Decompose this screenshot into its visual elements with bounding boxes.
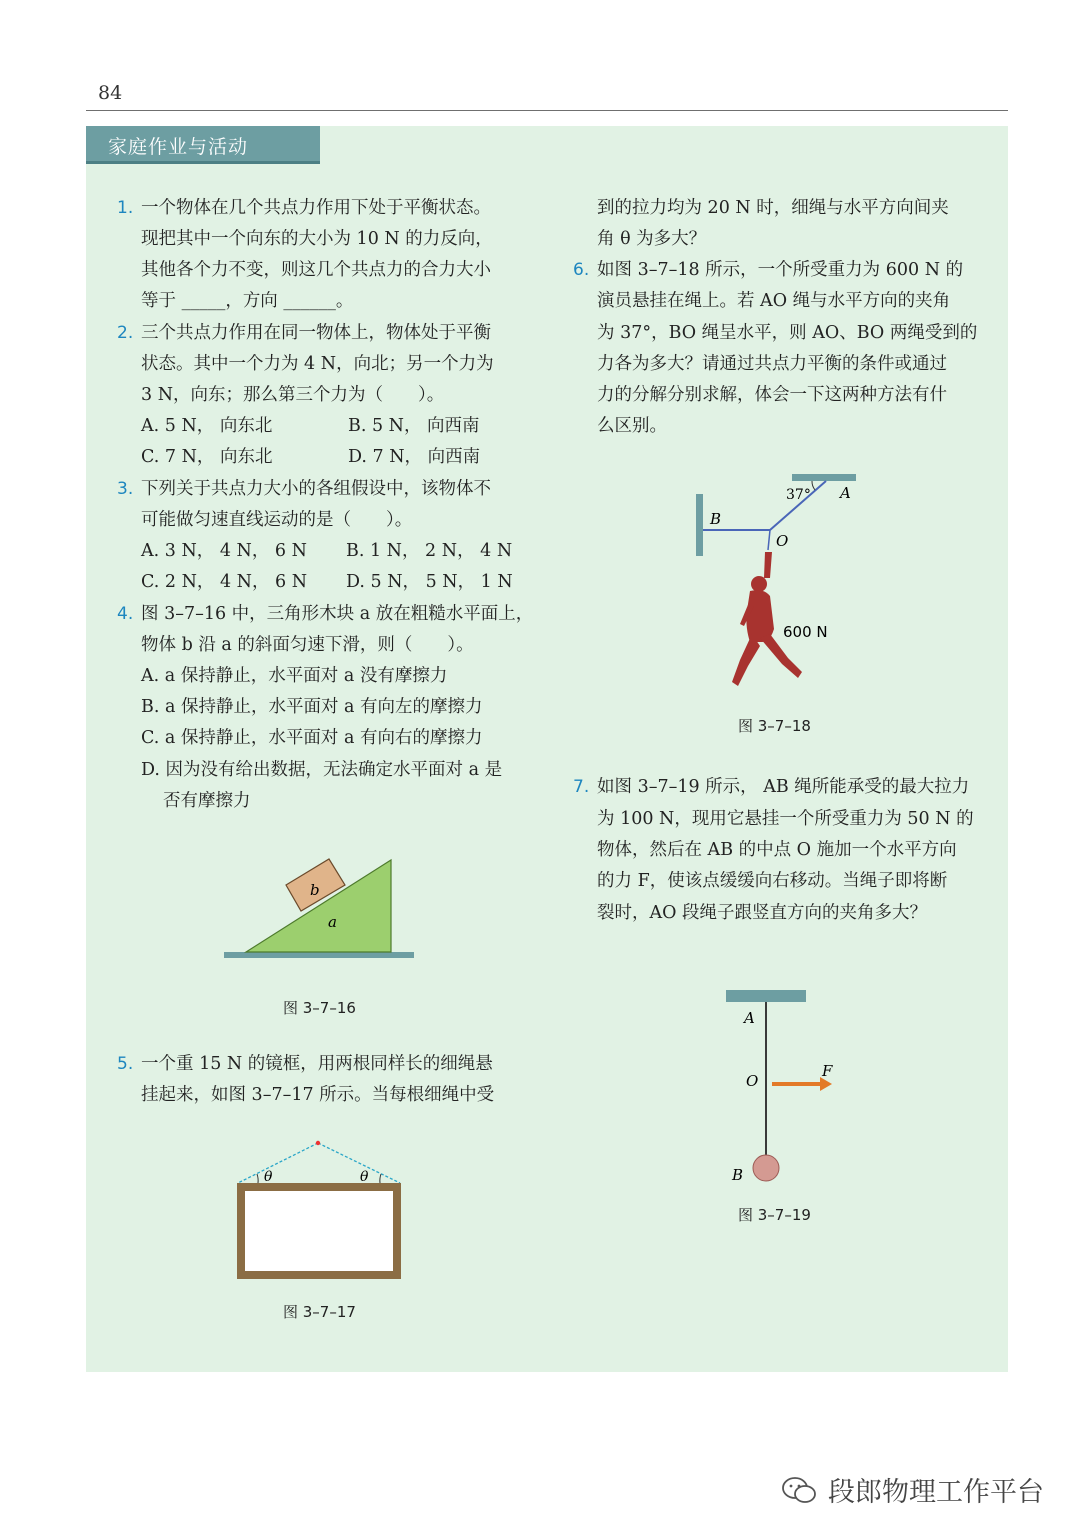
left-string xyxy=(238,1143,318,1183)
q3-option: B. 1 N， 2 N， 4 N xyxy=(346,541,513,561)
label-a: A xyxy=(840,484,851,502)
q4-line: 图 3–7–16 中，三角形木块 a 放在粗糙水平面上， xyxy=(141,604,534,624)
wall-support xyxy=(696,494,703,556)
q5-line: 到的拉力均为 20 N 时，细绳与水平方向间夹 xyxy=(597,198,949,218)
q4-option: C. a 保持静止，水平面对 a 有向右的摩擦力 xyxy=(141,728,483,748)
q5-line: 角 θ 为多大？ xyxy=(597,229,707,249)
q4-option: B. a 保持静止，水平面对 a 有向左的摩擦力 xyxy=(141,697,483,717)
q3-option: A. 3 N， 4 N， 6 N xyxy=(141,541,307,561)
hanging-rope xyxy=(768,530,770,550)
q6-line: 如图 3–7–18 所示，一个所受重力为 600 N 的 xyxy=(597,260,964,280)
performer-figure xyxy=(732,552,802,686)
label-o: O xyxy=(776,532,789,550)
q2-line: 状态。其中一个力为 4 N，向北；另一个力为 xyxy=(141,354,494,374)
q7-line: 如图 3–7–19 所示， AB 绳所能承受的最大拉力 xyxy=(597,777,970,797)
weight-label: 600 N xyxy=(783,623,828,641)
q2-option: D. 7 N， 向西南 xyxy=(348,447,481,467)
q1-line: 其他各个力不变，则这几个共点力的合力大小 xyxy=(141,260,491,280)
angle-arc-left xyxy=(257,1174,258,1183)
wechat-icon xyxy=(780,1475,820,1505)
figure-caption: 图 3–7–16 xyxy=(283,999,356,1017)
q7-line: 裂时，AO 段绳子跟竖直方向的夹角多大？ xyxy=(597,903,928,923)
q4-option: 否有摩擦力 xyxy=(163,791,251,811)
section-tab xyxy=(86,126,320,164)
q4-option: A. a 保持静止，水平面对 a 没有摩擦力 xyxy=(141,666,448,686)
hanging-ball xyxy=(753,1155,779,1181)
label-f: F xyxy=(822,1062,833,1080)
hanging-point xyxy=(316,1141,320,1145)
q7-number: 7. xyxy=(573,777,590,797)
q5-number: 5. xyxy=(117,1054,134,1074)
q5-line: 一个重 15 N 的镜框，用两根同样长的细绳悬 xyxy=(141,1054,493,1074)
theta-right: θ xyxy=(360,1169,369,1185)
q1-line: 一个物体在几个共点力作用下处于平衡状态。 xyxy=(141,198,491,218)
section-title: 家庭作业与活动 xyxy=(108,136,249,158)
q4-line: 物体 b 沿 a 的斜面匀速下滑，则（ ）。 xyxy=(141,635,474,655)
label-b: B xyxy=(710,510,722,528)
q4-option: D. 因为没有给出数据，无法确定水平面对 a 是 xyxy=(141,760,503,780)
q3-number: 3. xyxy=(117,479,134,499)
figure-3-7-18 xyxy=(694,474,864,698)
q1-number: 1. xyxy=(117,198,134,218)
figure-caption: 图 3–7–17 xyxy=(283,1303,356,1321)
figure-caption: 图 3–7–19 xyxy=(738,1206,811,1224)
angle-arc xyxy=(812,481,815,490)
q5-line: 挂起来，如图 3–7–17 所示。当每根细绳中受 xyxy=(141,1085,495,1105)
q3-option: C. 2 N， 4 N， 6 N xyxy=(141,572,308,592)
q7-line: 为 100 N，现用它悬挂一个所受重力为 50 N 的 xyxy=(597,809,974,829)
right-string xyxy=(318,1143,400,1183)
q2-option: C. 7 N， 向东北 xyxy=(141,447,273,467)
ground-surface xyxy=(224,952,414,958)
header-rule xyxy=(86,110,1008,111)
label-a: A xyxy=(744,1009,755,1027)
q6-line: 么区别。 xyxy=(597,416,667,436)
q1-line: 等于 _____，方向 ______。 xyxy=(141,291,354,311)
q2-option: B. 5 N， 向西南 xyxy=(348,416,480,436)
figure-3-7-17 xyxy=(232,1136,408,1284)
label-a: a xyxy=(328,913,337,931)
q2-number: 2. xyxy=(117,323,134,343)
label-b: b xyxy=(310,881,320,899)
angle-arc-right xyxy=(380,1174,381,1183)
q2-option: A. 5 N， 向东北 xyxy=(141,416,273,436)
q6-line: 为 37°，BO 绳呈水平，则 AO、BO 两绳受到的 xyxy=(597,323,978,343)
q2-line: 三个共点力作用在同一物体上，物体处于平衡 xyxy=(141,323,491,343)
figure-caption: 图 3–7–18 xyxy=(738,717,811,735)
q1-line: 现把其中一个向东的大小为 10 N 的力反向， xyxy=(141,229,493,249)
q6-line: 演员悬挂在绳上。若 AO 绳与水平方向的夹角 xyxy=(597,291,951,311)
homework-panel xyxy=(86,126,1008,1372)
q6-line: 力各为多大？请通过共点力平衡的条件或通过 xyxy=(597,354,947,374)
q6-number: 6. xyxy=(573,260,590,280)
q3-option: D. 5 N， 5 N， 1 N xyxy=(346,572,513,592)
watermark-text: 段郎物理工作平台 xyxy=(828,1477,1044,1508)
q2-line: 3 N，向东；那么第三个力为（ ）。 xyxy=(141,385,445,405)
q3-line: 下列关于共点力大小的各组假设中，该物体不 xyxy=(141,479,491,499)
frame-inner xyxy=(245,1191,393,1271)
label-o: O xyxy=(746,1072,759,1090)
ceiling-support xyxy=(792,474,856,481)
theta-left: θ xyxy=(264,1169,273,1185)
figure-3-7-19 xyxy=(724,988,844,1184)
page-number: 84 xyxy=(98,82,123,104)
figure-3-7-16 xyxy=(224,855,416,967)
ceiling-support xyxy=(726,990,806,1002)
q3-line: 可能做匀速直线运动的是（ ）。 xyxy=(141,510,413,530)
q7-line: 的力 F，使该点缓缓向右移动。当绳子即将断 xyxy=(597,871,948,891)
q7-line: 物体，然后在 AB 的中点 O 施加一个水平方向 xyxy=(597,840,957,860)
angle-label: 37° xyxy=(786,487,811,503)
q6-line: 力的分解分别求解，体会一下这两种方法有什 xyxy=(597,385,947,405)
label-b: B xyxy=(732,1166,744,1184)
q4-number: 4. xyxy=(117,604,134,624)
